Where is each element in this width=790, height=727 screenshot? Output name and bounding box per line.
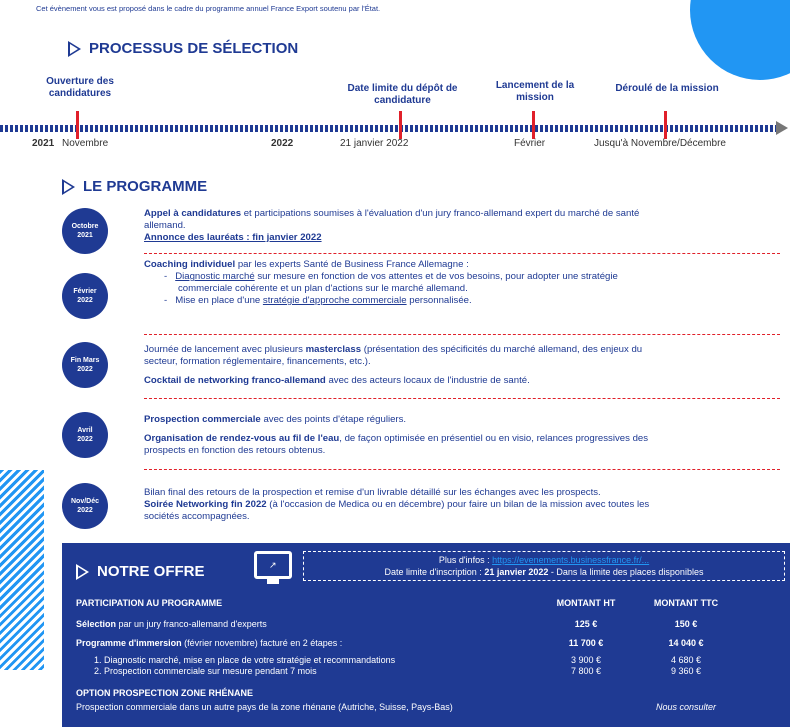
offer-option-title: OPTION PROSPECTION ZONE RHÉNANE [76, 688, 254, 698]
milestone-label: Déroulé de la mission [615, 83, 719, 94]
offer-row-selection: Sélection par un jury franco-allemand d'experts 125 € 150 € [76, 619, 698, 629]
section-title-programme [62, 178, 207, 195]
triangle-icon [68, 41, 81, 57]
date-bubble: Février 2022 [62, 273, 108, 319]
separator [144, 469, 780, 470]
info-box: Plus d'infos : https://evenements.businessfrance.fr/... Date limite d'inscription : 21 janvier 2022 - Dans la limite des places disponibles [303, 551, 785, 581]
step-text: Prospection commerciale avec des points d'étape réguliers. Organisation de rendez-vous au fil de l'eau, de façon optimisée en présentiel ou en visio, relances progressives des prospects en fonction des retours obtenus. [144, 414, 649, 456]
date-bubble: Fin Mars 2022 [62, 342, 108, 388]
timeline-date: Février [514, 138, 546, 149]
timeline-date: Novembre [62, 138, 109, 149]
timeline-tick [399, 111, 402, 139]
monitor-icon: ↗ [254, 551, 292, 579]
programme-title: LE PROGRAMME [83, 178, 208, 195]
milestone-label: Ouverture des candidatures [46, 76, 114, 99]
step-text: Coaching individuel par les experts Santé de Business France Allemagne : - Diagnostic marché sur mesure en fonction de vos attentes et de vos besoins, pour adopter une stratégie commerciale cohérente et un plan d'actions sur le marché allemand. - Mise en place d'une stratégie d'approche commerciale personnalisée. [144, 259, 618, 306]
triangle-icon [62, 179, 75, 195]
info-link[interactable]: https://evenements.businessfrance.fr/... [492, 555, 650, 565]
timeline-line [0, 125, 780, 132]
milestone-label: Date limite du dépôt de candidature [347, 83, 458, 106]
separator [144, 398, 780, 399]
date-bubble: Nov/Déc 2022 [62, 483, 108, 529]
timeline-year: 2022 [271, 138, 294, 149]
date-bubble: Octobre 2021 [62, 208, 108, 254]
offer-row-immersion: Programme d'immersion (février novembre) facturé en 2 étapes : 11 700 € 14 040 € [76, 638, 704, 648]
header-note: Cet évènement vous est proposé dans le cadre du programme annuel France Export soutenu par l'État. [36, 4, 381, 13]
step-text: Journée de lancement avec plusieurs masterclass (présentation des spécificités du marché allemand, des enjeux du secteur, formation réglementaire, financements, etc.). Cocktail de networking franco-allemand avec des acteurs locaux de l'industrie de santé. [144, 344, 643, 386]
separator [144, 334, 780, 335]
timeline-date: 21 janvier 2022 [340, 138, 409, 149]
selection-title: PROCESSUS DE SÉLECTION [89, 40, 299, 57]
separator [144, 253, 780, 254]
step-text: Bilan final des retours de la prospection et remise d'un livrable détaillé sur les échanges avec les prospects. Soirée Networking fin 2022 (à l'occasion de Medica ou en décembre) pour faire un bilan de la mission avec toutes les sociétés accompagnées. [144, 487, 650, 522]
triangle-icon [76, 564, 89, 580]
date-bubble: Avril 2022 [62, 412, 108, 458]
offer-panel [62, 543, 790, 727]
offer-option-row: Prospection commerciale dans un autre pays de la zone rhénane (Autriche, Suisse, Pays-Bas) Nous consulter [76, 702, 717, 712]
timeline-tick [664, 111, 667, 139]
offer-item: 1. Diagnostic marché, mise en place de votre stratégie et recommandations 3 900 € 4 680 € [94, 655, 702, 665]
timeline-tick [76, 111, 79, 139]
offer-item: 2. Prospection commerciale sur mesure pendant 7 mois 7 800 € 9 360 € [94, 666, 702, 676]
decorative-stripes [0, 470, 44, 670]
section-title-selection [68, 40, 298, 57]
timeline-tick [532, 111, 535, 139]
timeline-date: Jusqu'à Novembre/Décembre [594, 138, 726, 149]
milestone-label: Lancement de la mission [495, 80, 575, 103]
timeline-year: 2021 [32, 138, 55, 149]
step-text: Appel à candidatures et participations soumises à l'évaluation d'un jury franco-allemand expert du marché de santé allemand. Annonce des lauréats : fin janvier 2022 [144, 208, 640, 243]
offer-title: NOTRE OFFRE [76, 563, 205, 580]
arrow-right-icon [776, 121, 788, 135]
offer-header-row: PARTICIPATION AU PROGRAMME MONTANT HT MONTANT TTC [76, 598, 719, 608]
decorative-circle [690, 0, 790, 80]
